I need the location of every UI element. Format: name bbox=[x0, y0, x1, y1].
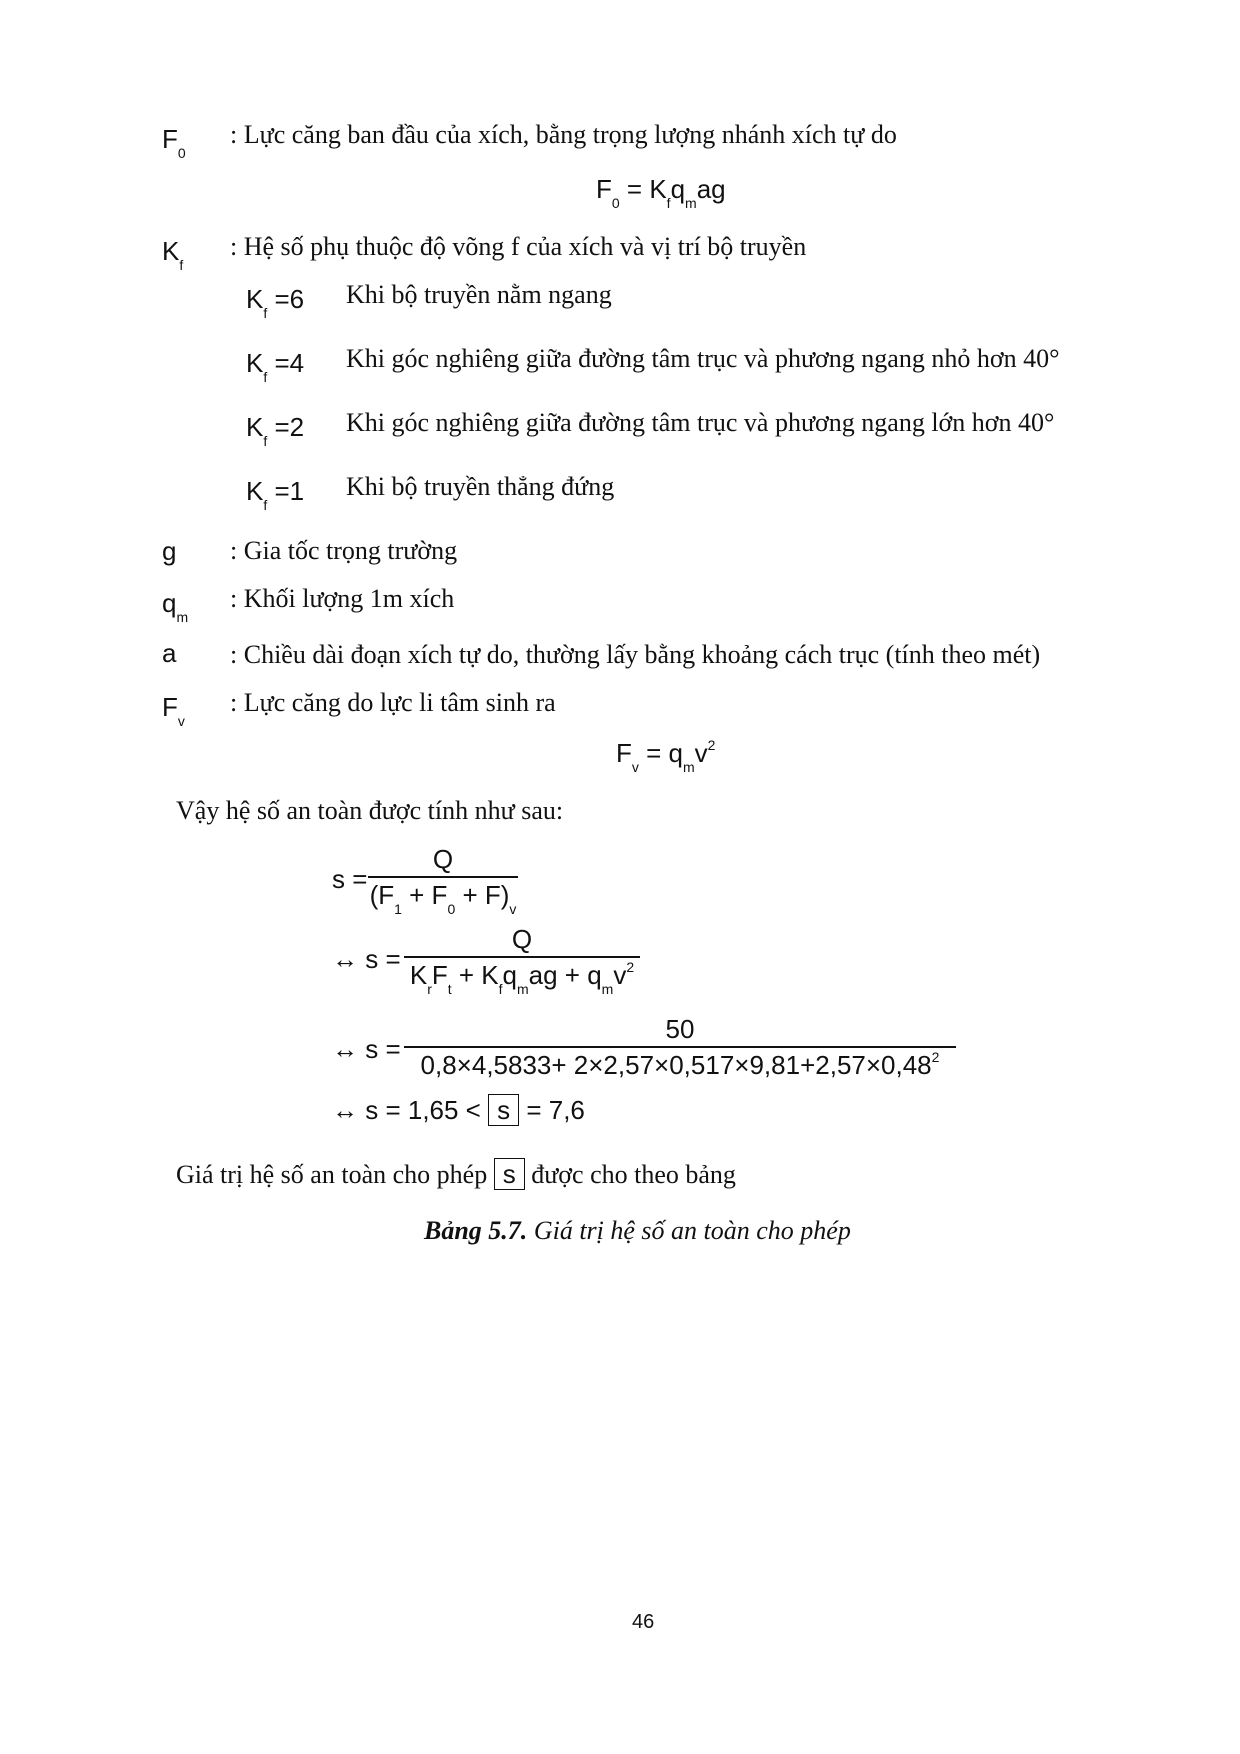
definition-a: : Chiều dài đoạn xích tự do, thường lấy bằng khoảng cách trục (tính theo mét) bbox=[230, 640, 1041, 669]
page-number: 46 bbox=[632, 1611, 655, 1633]
allowed-safety-bracket: s bbox=[494, 1158, 525, 1190]
symbol-g: g bbox=[162, 536, 177, 566]
definition-f0: : Lực căng ban đầu của xích, bằng trọng lượng nhánh xích tự do bbox=[230, 120, 897, 149]
formula-fv: $F_v = q_mv^2$ bbox=[616, 737, 716, 775]
table-caption: Bảng 5.7. Giá trị hệ số an toàn cho phép bbox=[424, 1216, 851, 1245]
allowed-safety-text: Giá trị hệ số an toàn cho phép s được cho theo bảng bbox=[176, 1159, 736, 1189]
kf-case-desc: Khi góc nghiêng giữa đường tâm trục và phương ngang lớn hơn 40° bbox=[346, 408, 1055, 437]
kf-case-value: $K_f =1$ bbox=[246, 476, 305, 513]
eq2-prefix: ↔ s = bbox=[332, 944, 401, 974]
kf-case-desc: Khi góc nghiêng giữa đường tâm trục và phương ngang nhỏ hơn 40° bbox=[346, 344, 1060, 373]
symbol-f0: $F_0$ bbox=[162, 124, 186, 161]
allowed-safety-bracket: s bbox=[488, 1094, 519, 1126]
kf-case-value: $K_f =4$ bbox=[246, 348, 305, 385]
symbol-a: a bbox=[162, 638, 177, 668]
eq1-prefix: s = bbox=[332, 864, 368, 894]
eq4-result: ↔ s = 1,65 < s = 7,6 bbox=[332, 1095, 585, 1125]
kf-case-desc: Khi bộ truyền nằm ngang bbox=[346, 280, 612, 309]
kf-case-desc: Khi bộ truyền thẳng đứng bbox=[346, 472, 615, 501]
kf-case-value: $K_f =6$ bbox=[246, 284, 305, 321]
eq3-fraction: 50 $0,8\times 4,5833+ 2\times 2,57\times 0,517\times 9,81+2,57\times 0,48^2$ bbox=[404, 1016, 956, 1078]
symbol-kf: $K_f$ bbox=[162, 236, 184, 273]
symbol-fv: $F_v$ bbox=[162, 692, 185, 729]
kf-case-value: $K_f =2$ bbox=[246, 412, 305, 449]
formula-f0: $F_0 = K_fq_mag$ bbox=[596, 174, 726, 211]
eq1-fraction: Q $(F_1 + F_0 + F)_v$ bbox=[369, 844, 517, 917]
eq3-prefix: ↔ s = bbox=[332, 1034, 401, 1064]
eq2-fraction: Q $K_rF_t + K_fq_mag + q_mv^2$ bbox=[404, 926, 640, 988]
definition-g: : Gia tốc trọng trường bbox=[230, 536, 458, 565]
safety-intro-text: Vậy hệ số an toàn được tính như sau: bbox=[176, 796, 564, 825]
definition-fv: : Lực căng do lực li tâm sinh ra bbox=[230, 688, 556, 717]
definition-kf: : Hệ số phụ thuộc độ võng f của xích và vị trí bộ truyền bbox=[230, 232, 807, 261]
symbol-qm: $q_m$ bbox=[162, 588, 189, 625]
definition-qm: : Khối lượng 1m xích bbox=[230, 584, 455, 613]
